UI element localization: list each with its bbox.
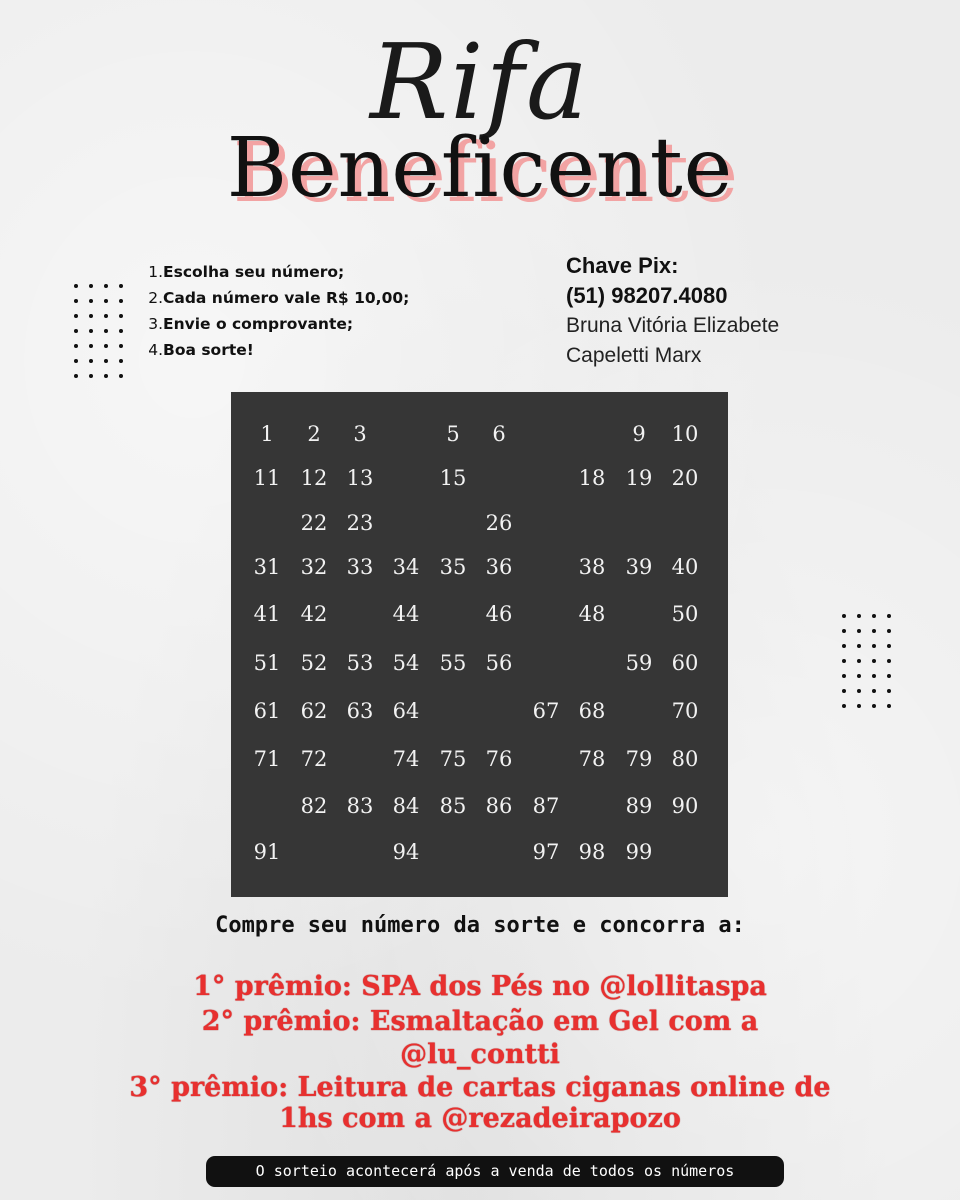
raffle-number: 54 (392, 651, 420, 675)
dot (89, 344, 93, 348)
raffle-number: 99 (625, 840, 653, 864)
prize-line-2: 2° prêmio: Esmaltação em Gel com a (201, 1006, 759, 1037)
raffle-number: 75 (439, 747, 467, 771)
dot (857, 689, 861, 693)
prize-line-4: 3° prêmio: Leitura de cartas ciganas online de (129, 1072, 831, 1103)
raffle-number: 9 (632, 422, 646, 446)
dot (842, 644, 846, 648)
dot (872, 689, 876, 693)
dot (887, 629, 891, 633)
raffle-number: 48 (578, 602, 606, 626)
dot (872, 659, 876, 663)
raffle-number: 60 (671, 651, 699, 675)
dot (857, 659, 861, 663)
dot (872, 629, 876, 633)
raffle-number: 76 (485, 747, 513, 771)
raffle-number: 41 (253, 602, 281, 626)
dot (887, 689, 891, 693)
raffle-number: 90 (671, 794, 699, 818)
dot (119, 284, 123, 288)
dot (119, 299, 123, 303)
instruction-text: Boa sorte! (163, 341, 254, 359)
raffle-number: 32 (300, 555, 328, 579)
dot (74, 284, 78, 288)
raffle-number: 23 (346, 511, 374, 535)
raffle-number: 56 (485, 651, 513, 675)
footer-note: O sorteio acontecerá após a venda de todos os números (206, 1156, 784, 1187)
raffle-number: 64 (392, 699, 420, 723)
dot (104, 344, 108, 348)
raffle-number: 62 (300, 699, 328, 723)
raffle-number: 51 (253, 651, 281, 675)
raffle-number: 67 (532, 699, 560, 723)
dot (89, 299, 93, 303)
instructions-list (140, 259, 409, 363)
raffle-number: 59 (625, 651, 653, 675)
raffle-number: 53 (346, 651, 374, 675)
raffle-number: 63 (346, 699, 374, 723)
raffle-number: 36 (485, 555, 513, 579)
dot (872, 614, 876, 618)
raffle-number: 98 (578, 840, 606, 864)
raffle-number: 46 (485, 602, 513, 626)
raffle-number: 85 (439, 794, 467, 818)
raffle-number: 26 (485, 511, 513, 535)
raffle-number: 91 (253, 840, 281, 864)
dot (89, 284, 93, 288)
instruction-item (140, 259, 409, 285)
raffle-number: 89 (625, 794, 653, 818)
dot (74, 344, 78, 348)
pix-label: Chave Pix: (566, 253, 679, 278)
raffle-number: 34 (392, 555, 420, 579)
dot (857, 629, 861, 633)
instruction-item (140, 337, 409, 363)
raffle-number: 31 (253, 555, 281, 579)
raffle-number: 33 (346, 555, 374, 579)
raffle-number: 74 (392, 747, 420, 771)
dot (104, 329, 108, 333)
prize-line-5: 1hs com a @rezadeirapozo (279, 1103, 681, 1134)
title-script-rifa: Rifa (369, 21, 591, 143)
dot (872, 674, 876, 678)
dot (119, 374, 123, 378)
dot (857, 704, 861, 708)
dot (842, 659, 846, 663)
dot (887, 704, 891, 708)
dot (74, 314, 78, 318)
dot (104, 374, 108, 378)
raffle-number: 6 (492, 422, 506, 446)
dot (872, 644, 876, 648)
raffle-number: 12 (300, 466, 328, 490)
dot (119, 359, 123, 363)
dot (119, 314, 123, 318)
title-beneficente: Beneficente (226, 121, 734, 216)
dot (887, 659, 891, 663)
raffle-number: 35 (439, 555, 467, 579)
decorative-dots-right (842, 614, 891, 708)
raffle-number: 86 (485, 794, 513, 818)
dot (104, 359, 108, 363)
raffle-number: 3 (353, 422, 367, 446)
raffle-number: 20 (671, 466, 699, 490)
instruction-number: 1. (148, 263, 163, 281)
dot (119, 344, 123, 348)
raffle-number: 40 (671, 555, 699, 579)
raffle-number: 84 (392, 794, 420, 818)
raffle-number: 5 (446, 422, 460, 446)
raffle-number: 82 (300, 794, 328, 818)
instruction-item (140, 285, 409, 311)
number-board (231, 392, 728, 897)
dot (857, 614, 861, 618)
dot (842, 689, 846, 693)
pix-key: (51) 98207.4080 (566, 283, 728, 308)
dot (89, 374, 93, 378)
raffle-number: 50 (671, 602, 699, 626)
instruction-text: Escolha seu número; (163, 263, 345, 281)
instruction-text: Envie o comprovante; (163, 315, 354, 333)
raffle-number: 72 (300, 747, 328, 771)
dot (89, 359, 93, 363)
instruction-number: 3. (148, 315, 163, 333)
dot (104, 314, 108, 318)
dot (74, 374, 78, 378)
raffle-number: 87 (532, 794, 560, 818)
dot (89, 314, 93, 318)
dot (842, 674, 846, 678)
prize-line-3: @lu_contti (400, 1039, 560, 1070)
dot (887, 644, 891, 648)
raffle-number: 52 (300, 651, 328, 675)
raffle-number: 70 (671, 699, 699, 723)
raffle-number: 97 (532, 840, 560, 864)
raffle-number: 80 (671, 747, 699, 771)
raffle-number: 2 (307, 422, 321, 446)
raffle-number: 71 (253, 747, 281, 771)
dot (89, 329, 93, 333)
raffle-number: 38 (578, 555, 606, 579)
raffle-number: 11 (253, 466, 281, 490)
pix-name-line2: Capeletti Marx (566, 344, 702, 367)
dot (857, 674, 861, 678)
instruction-number: 2. (148, 289, 163, 307)
pix-info (566, 251, 779, 371)
raffle-number: 94 (392, 840, 420, 864)
raffle-number: 55 (439, 651, 467, 675)
raffle-number: 61 (253, 699, 281, 723)
raffle-number: 79 (625, 747, 653, 771)
raffle-number: 39 (625, 555, 653, 579)
dot (872, 704, 876, 708)
dot (104, 284, 108, 288)
dot (119, 329, 123, 333)
raffle-number: 13 (346, 466, 374, 490)
raffle-number: 22 (300, 511, 328, 535)
raffle-number: 42 (300, 602, 328, 626)
raffle-number: 18 (578, 466, 606, 490)
prize-line-1: 1° prêmio: SPA dos Pés no @lollitaspa (193, 971, 767, 1002)
raffle-number: 68 (578, 699, 606, 723)
dot (857, 644, 861, 648)
dot (887, 674, 891, 678)
raffle-number: 78 (578, 747, 606, 771)
raffle-number: 44 (392, 602, 420, 626)
call-to-action: Compre seu número da sorte e concorra a: (215, 913, 745, 938)
dot (842, 629, 846, 633)
dot (842, 704, 846, 708)
raffle-number: 1 (260, 422, 274, 446)
dot (74, 299, 78, 303)
raffle-number: 83 (346, 794, 374, 818)
instruction-item (140, 311, 409, 337)
instruction-number: 4. (148, 341, 163, 359)
pix-name-line1: Bruna Vitória Elizabete (566, 314, 780, 337)
dot (887, 614, 891, 618)
dot (104, 299, 108, 303)
raffle-number: 15 (439, 466, 467, 490)
dot (842, 614, 846, 618)
dot (74, 359, 78, 363)
instruction-text: Cada número vale R$ 10,00; (163, 289, 410, 307)
raffle-number: 19 (625, 466, 653, 490)
dot (74, 329, 78, 333)
raffle-number: 10 (671, 422, 699, 446)
decorative-dots-left (74, 284, 123, 378)
